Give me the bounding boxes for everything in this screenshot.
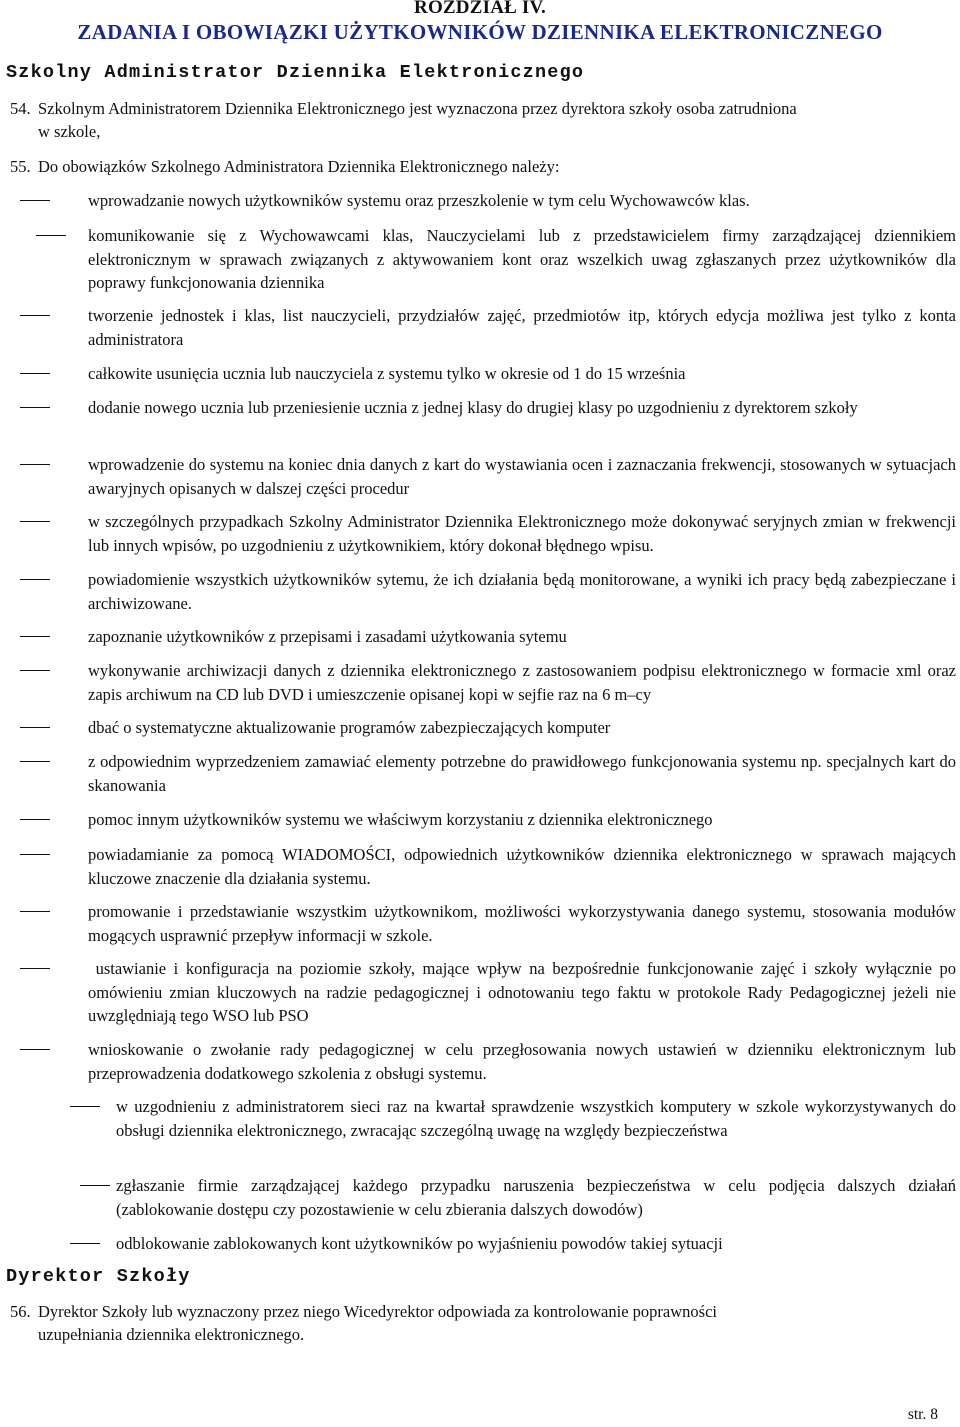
dash-bullet (20, 670, 50, 671)
list-item-text: wprowadzenie do systemu na koniec dnia danych z kart do wystawiania ocen i zaznaczania frekwencji, stosowanych w sytuacjach awaryjnych opisanych w dalszej części procedur (88, 455, 956, 498)
paragraph-text-cont: uzupełniania dziennika elektronicznego. (38, 1325, 305, 1344)
dash-bullet (20, 315, 50, 316)
list-item-text: dodanie nowego ucznia lub przeniesienie ucznia z jednej klasy do drugiej klasy po uzgodnieniu z dyrektorem szkoły (88, 398, 858, 417)
paragraph-text-cont: w szkole, (38, 122, 101, 141)
list-item (88, 1038, 956, 1085)
list-item (88, 716, 956, 740)
dash-bullet (20, 464, 50, 465)
main-title: ZADANIA I OBOWIĄZKI UŻYTKOWNIKÓW DZIENNIKA ELEKTRONICZNEGO (77, 20, 883, 44)
paragraph-number: 54. (10, 99, 31, 118)
list-item-text: ustawianie i konfiguracja na poziomie szkoły, mające wpływ na bezpośrednie funkcjonowanie zajęć i szkoły wyłącznie po omówieniu zmian kluczowych na radzie pedagogicznej i odnotowaniu tego faktu w protokole Rady Pedagogicznej jeżeli nie uwzględniają tego WSO lub PSO (88, 959, 960, 1025)
list-item-text: zgłaszanie firmie zarządzającej każdego przypadku naruszenia bezpieczeństwa w celu podjęcia dalszych działań (zablokowanie dostępu czy pozostawienie w celu zbierania dalszych dowodów) (116, 1176, 956, 1219)
dash-bullet (20, 1049, 50, 1050)
list-item (88, 510, 956, 557)
dash-bullet (20, 579, 50, 580)
list-item-text: powiadomienie wszystkich użytkowników sytemu, że ich działania będą monitorowane, a wyniki ich pracy będą zabezpieczane i archiwizowane. (88, 570, 956, 613)
dash-bullet (20, 407, 50, 408)
list-item (88, 568, 956, 615)
list-item-text: w uzgodnieniu z administratorem sieci raz na kwartał sprawdzenie wszystkich komputery w szkole wykorzystywanych do obsługi dziennika elektronicznego, zwracając szczególną uwagę na względy bezpieczeństwa (116, 1097, 956, 1140)
list-item (88, 843, 956, 890)
list-item-text: wykonywanie archiwizacji danych z dziennika elektronicznego z zastosowaniem podpisu elektronicznego w formacie xml oraz zapis archiwum na CD lub DVD i umieszczenie opisanej kopi w sejfie raz na 6 m–cy (88, 661, 956, 704)
dash-bullet (70, 1106, 100, 1107)
list-item (88, 750, 956, 797)
paragraph-54 (10, 97, 956, 143)
list-item (88, 625, 956, 649)
dash-bullet (20, 200, 50, 201)
dash-bullet (20, 854, 50, 855)
list-item (88, 304, 956, 351)
list-item (88, 453, 956, 500)
list-item (88, 900, 956, 947)
paragraph-text: Dyrektor Szkoły lub wyznaczony przez niego Wicedyrektor odpowiada za kontrolowanie poprawności (38, 1302, 717, 1321)
section-heading-director: Dyrektor Szkoły (6, 1266, 191, 1287)
paragraph-number: 56. (10, 1302, 31, 1321)
paragraph-text: Szkolnym Administratorem Dziennika Elektronicznego jest wyznaczona przez dyrektora szkoły osoba zatrudniona (38, 99, 797, 118)
dash-bullet (20, 968, 50, 969)
list-item-text: całkowite usunięcia ucznia lub nauczyciela z systemu tylko w okresie od 1 do 15 września (88, 364, 686, 383)
list-item-text: dbać o systematyczne aktualizowanie programów zabezpieczających komputer (88, 718, 611, 737)
paragraph-56 (10, 1300, 956, 1346)
list-item-text: odblokowanie zablokowanych kont użytkowników po wyjaśnieniu powodów takiej sytuacji (116, 1234, 723, 1253)
list-item (88, 362, 956, 386)
paragraph-number: 55. (10, 157, 31, 176)
list-item-text: w szczególnych przypadkach Szkolny Administrator Dziennika Elektronicznego może dokonywać seryjnych zmian w frekwencji lub innych wpisów, po uzgodnieniu z użytkownikiem, który dokonał błędnego wpisu. (88, 512, 956, 555)
list-item-text: z odpowiednim wyprzedzeniem zamawiać elementy potrzebne do prawidłowego funkcjonowania systemu np. specjalnych kart do skanowania (88, 752, 956, 795)
dash-bullet (20, 521, 50, 522)
list-item (116, 1174, 956, 1221)
list-item-text (88, 224, 956, 295)
dash-bullet (20, 373, 50, 374)
list-item-text: pomoc innym użytkowników systemu we właściwym korzystaniu z dziennika elektronicznego (88, 810, 713, 829)
list-item-text: wnioskowanie o zwołanie rady pedagogicznej w celu przegłosowania nowych ustawień w dzienniku elektronicznym lub przeprowadzenia dodatkowego szkolenia z obsługi systemu. (88, 1040, 956, 1083)
dash-bullet (20, 761, 50, 762)
section-heading-admin: Szkolny Administrator Dziennika Elektronicznego (6, 62, 585, 83)
page-number: str. 8 (907, 1406, 938, 1423)
list-item (88, 396, 956, 420)
list-item-text: tworzenie jednostek i klas, list nauczycieli, przydziałów zajęć, przedmiotów itp, których edycja możliwa jest tylko z konta administratora (88, 306, 956, 349)
dash-bullet (36, 235, 66, 236)
list-item-text: zapoznanie użytkowników z przepisami i zasadami użytkowania sytemu (88, 627, 567, 646)
list-item-text: wprowadzanie nowych użytkowników systemu oraz przeszkolenie w tym celu Wychowawców klas. (88, 191, 750, 210)
dash-bullet (20, 727, 50, 728)
list-item (88, 659, 956, 706)
dash-bullet (70, 1243, 100, 1244)
dash-bullet (20, 636, 50, 637)
list-item (116, 1232, 956, 1256)
list-item-text: promowanie i przedstawianie wszystkim użytkownikom, możliwości wykorzystywania danego systemu, stosowania modułów mogących usprawnić przepływ informacji w szkole. (88, 902, 956, 945)
list-item (88, 808, 956, 832)
list-item (116, 1095, 956, 1142)
paragraph-55 (10, 155, 956, 178)
paragraph-text: Do obowiązków Szkolnego Administratora Dziennika Elektronicznego należy: (38, 157, 560, 176)
list-item (88, 957, 960, 1028)
dash-bullet (20, 911, 50, 912)
list-item (88, 224, 956, 295)
list-item-text-inner: komunikowanie się z Wychowawcami klas, Nauczycielami lub z przedstawicielem firmy zarządzającej dziennikiem elektronicznym w sprawach związanych z aktywowaniem kont oraz wszelkich uwag zgłaszanych przez użytkowników dla poprawy funkcjonowania dziennika (88, 226, 956, 292)
dash-bullet (80, 1185, 110, 1186)
dash-bullet (20, 819, 50, 820)
chapter-label: ROZDZIAŁ IV. (414, 0, 546, 18)
list-item-text: powiadamianie za pomocą WIADOMOŚCI, odpowiednich użytkowników dziennika elektronicznego w sprawach mających kluczowe znaczenie dla działania systemu. (88, 845, 956, 888)
list-item (88, 189, 956, 213)
